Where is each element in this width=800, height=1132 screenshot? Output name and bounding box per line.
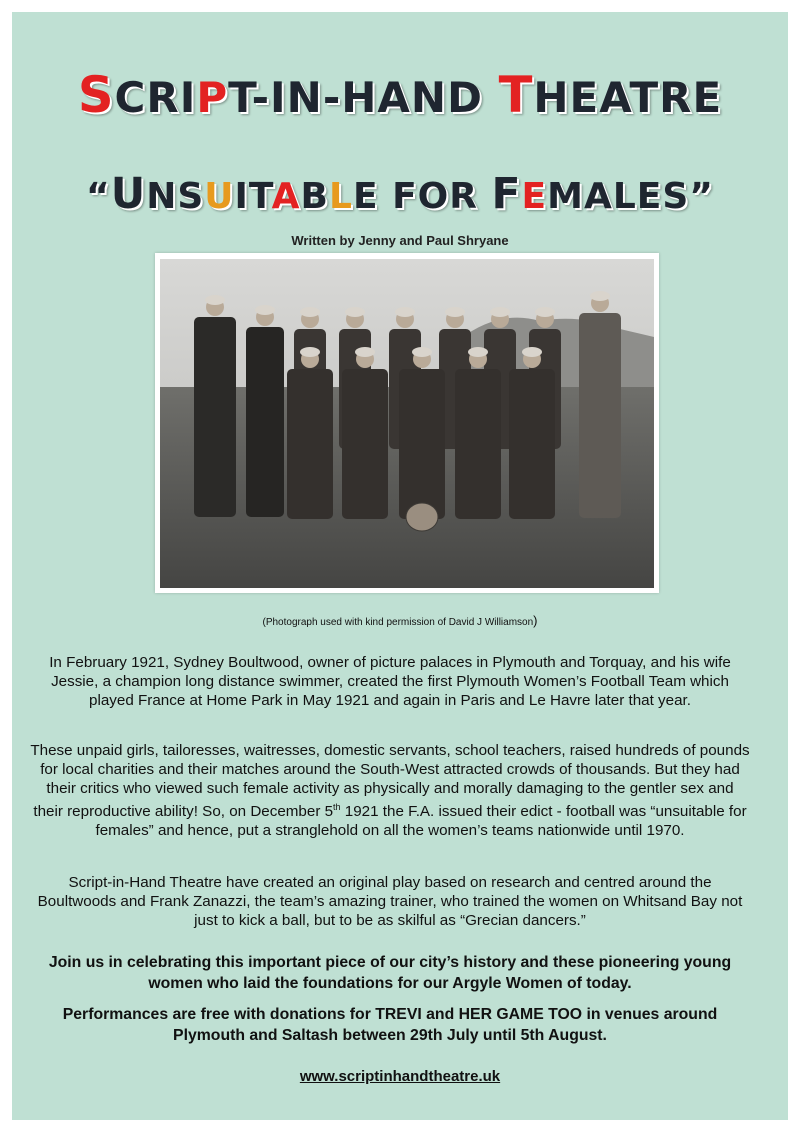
heading-letters: CRI [114, 73, 197, 122]
heading-letters: T [498, 66, 534, 124]
photo-caption-close: ) [533, 613, 538, 628]
heading-letters: HEATRE [533, 73, 723, 122]
byline: Written by Jenny and Paul Shryane [291, 233, 509, 248]
front-row-player [342, 347, 388, 519]
heading-letters: IT [234, 176, 272, 217]
ordinal-suffix: th [333, 802, 341, 812]
heading-letters: L [329, 176, 353, 217]
standing-woman [246, 305, 284, 517]
invitation-paragraph: Join us in celebrating this important piece of our city’s history and these pioneering young women who laid the foundations for our Argyle Women of today. [48, 954, 732, 992]
critics-paragraph-part-2: 1921 the F.A. issued their edict - football was “unsuitable for females” and hence, put a stranglehold on all the women’s teams nationwide until 1970. [95, 803, 747, 840]
critics-paragraph-part-1: These unpaid girls, tailoresses, waitresses, domestic servants, school teachers, raised hundreds of pounds for local charities and their matches around the South-West attracted crowds of thousands. But they had their critics who viewed such female activity as physically and morally damaging to the gentler sex and their reproductive ability! So, on December 5 [30, 742, 750, 821]
heading-letters: E [521, 176, 548, 217]
heading-letters: B [300, 176, 329, 217]
heading-letters: A [271, 176, 301, 217]
play-description-paragraph: Script-in-Hand Theatre have created an original play based on research and centred around the Boultwoods and Frank Zanazzi, the team’s amazing trainer, who trained the women on Whitsand Bay not just to kick a ball, but to be as skilful as “Grecian dancers.” [37, 874, 743, 929]
front-row-player [287, 347, 333, 519]
critics-paragraph [30, 741, 750, 840]
heading-letters: F [491, 170, 522, 219]
heading-letters: “ [86, 176, 111, 217]
front-row-player [399, 347, 445, 519]
performances-paragraph: Performances are free with donations for TREVI and HER GAME TOO in venues around Plymouth and Saltash between 29th July until 5th August. [62, 1006, 718, 1044]
photo-caption-text: (Photograph used with kind permission of David J Williamson [262, 617, 534, 628]
team-photo-image [160, 259, 654, 588]
heading-letters: E FOR [352, 176, 492, 217]
website-link[interactable]: www.scriptinhandtheatre.uk [299, 1068, 501, 1085]
play-title-heading [0, 170, 800, 219]
heading-letters: NS [146, 176, 205, 217]
heading-letters: U [110, 170, 147, 219]
history-paragraph: In February 1921, Sydney Boultwood, owner of picture palaces in Plymouth and Torquay, and his wife Jessie, a champion long distance swimmer, created the first Plymouth Women’s Football Team which played France at Home Park in May 1921 and again in Paris and Le Havre later that year. [49, 654, 731, 709]
heading-letters: S [77, 66, 115, 124]
theatre-name-heading [0, 66, 800, 124]
team-photograph [155, 253, 659, 593]
photo-caption [0, 613, 800, 628]
front-row-player [509, 347, 555, 519]
front-row-player [455, 347, 501, 519]
heading-letters: T-IN-HAND [228, 73, 499, 122]
heading-letters: MALES” [547, 176, 714, 217]
heading-letters: U [204, 176, 235, 217]
standing-man-left [194, 295, 236, 517]
heading-letters: P [196, 73, 229, 122]
standing-man-right [579, 291, 621, 518]
